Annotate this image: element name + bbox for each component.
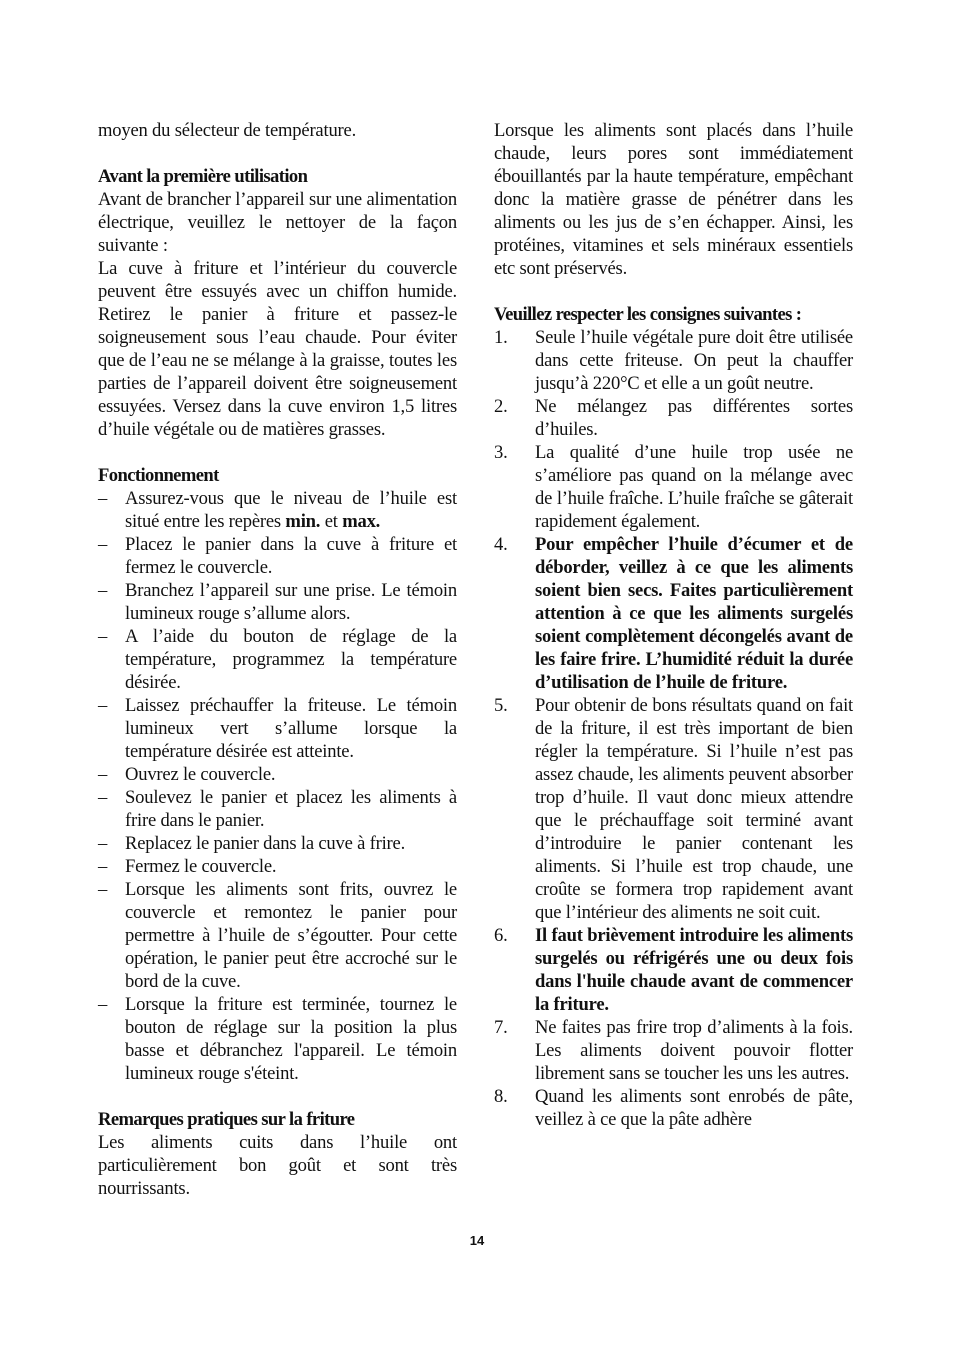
min-marker-label: min. [285,511,321,532]
first-use-paragraph-2: La cuve à friture et l’intérieur du couvercle peuvent être essuyés avec un chiffon humide. Retirez le panier à friture et passez-le soigneusement sous l’eau chaude. Pour éviter que de l’eau ne se mélange à la graisse, toutes les parties de l’appareil doivent être soigneusement essuyées. Versez dans la cuve environ 1,5 litres d’huile végétale ou de matières grasses. [98,258,457,440]
item-number: 6. [494,925,508,946]
right-column [494,119,853,1131]
item-number: 2. [494,396,508,417]
list-item: – A l’aide du bouton de réglage de la température, programmez la température désirée. [98,626,457,693]
item-number: 4. [494,534,508,555]
page-number: 14 [469,1233,485,1248]
frying-explanation-paragraph: Lorsque les aliments sont placés dans l’huile chaude, leurs pores sont immédiatement ébouillantés par la haute température, empêchant donc la matière grasse de pénétrer dans les aliments ou les jus de s’en échapper. Ainsi, les protéines, vitamines et sels minéraux essentiels etc sont préservés. [494,120,853,279]
section-title-first-use: Avant la première utilisation [98,166,308,187]
list-item: – Placez le panier dans la cuve à friture et fermez le couvercle. [98,534,457,578]
list-item: – Fermez le couvercle. [98,856,277,877]
operation-steps-list [98,487,457,1085]
list-item: – Branchez l’appareil sur une prise. Le témoin lumineux rouge s’allume alors. [98,580,457,624]
list-item: 3. La qualité d’une huile trop usée ne s’améliore pas quand on la mélange avec de l’huile fraîche. L’huile fraîche se gâterait rapidement également. [494,442,853,532]
item-number: 7. [494,1017,508,1038]
list-item: – Lorsque la friture est terminée, tournez le bouton de réglage sur la position la plus basse et débranchez l'appareil. Le témoin lumineux rouge s'éteint. [98,994,457,1084]
dash-marker: – [98,488,108,509]
practical-notes-paragraph: Les aliments cuits dans l’huile ont particulièrement bon goût et sont très nourrissants. [98,1132,457,1199]
list-item: – Ouvrez le couvercle. [98,764,276,785]
max-marker-label: max. [342,511,381,532]
section-title-operation: Fonctionnement [98,465,219,486]
item-number: 8. [494,1086,508,1107]
list-item: 7. Ne faites pas frire trop d’aliments à la fois. Les aliments doivent pouvoir flotter librement sans se toucher les uns les autres. [494,1017,853,1084]
list-item: 6. Il faut brièvement introduire les aliments surgelés ou réfrigérés une ou deux fois dans l'huile chaude avant de commencer la friture. [494,925,853,1015]
item-number: 5. [494,695,508,716]
list-item: 1. Seule l’huile végétale pure doit être utilisée dans cette friteuse. On peut la chauffer jusqu’à 220°C et elle a un goût neutre. [494,327,853,394]
list-item: 5. Pour obtenir de bons résultats quand on fait de la friture, il est très important de bien régler la température. Si l’huile n’est pas assez chaude, les aliments peuvent absorber trop d’huile. Il vaut donc mieux attendre que le préchauffage soit terminé avant d’introduire le panier contenant les aliments. Si l’huile est trop chaude, une croûte se formera trop rapidement avant que l’intérieur des aliments ne soit cuit. [494,695,853,923]
list-item: – Replacez le panier dans la cuve à frire. [98,833,406,854]
list-item: – Soulevez le panier et placez les aliments à frire dans le panier. [98,787,457,831]
list-item: – Laissez préchauffer la friteuse. Le témoin lumineux vert s’allume lorsque la température désirée est atteinte. [98,695,457,762]
list-item: – Assurez-vous que le niveau de l’huile est situé entre les repères min. et max. [98,488,457,532]
section-title-practical-notes: Remarques pratiques sur la friture [98,1109,355,1130]
list-item: 8. Quand les aliments sont enrobés de pâte, veillez à ce que la pâte adhère [494,1086,853,1130]
left-column [98,119,457,1200]
list-item: 2. Ne mélangez pas différentes sortes d’huiles. [494,396,853,440]
item-number: 1. [494,327,508,348]
instructions-list [494,326,853,1131]
intro-text: moyen du sélecteur de température. [98,120,357,141]
list-item: 4. Pour empêcher l’huile d’écumer et de déborder, veillez à ce que les aliments soient bien secs. Faites particulièrement attention à ce que les aliments surgelés soient complètement décongelés avant de les faire frire. L’humidité réduit la durée d’utilisation de l’huile de friture. [494,534,853,693]
section-title-instructions: Veuillez respecter les consignes suivantes : [494,304,802,325]
first-use-paragraph-1: Avant de brancher l’appareil sur une alimentation électrique, veuillez le nettoyer de la façon suivante : [98,189,457,256]
item-number: 3. [494,442,508,463]
list-item: – Lorsque les aliments sont frits, ouvrez le couvercle et remontez le panier pour permettre à l’huile de s’égoutter. Pour cette opération, le panier peut être accroché sur le bord de la cuve. [98,879,457,992]
